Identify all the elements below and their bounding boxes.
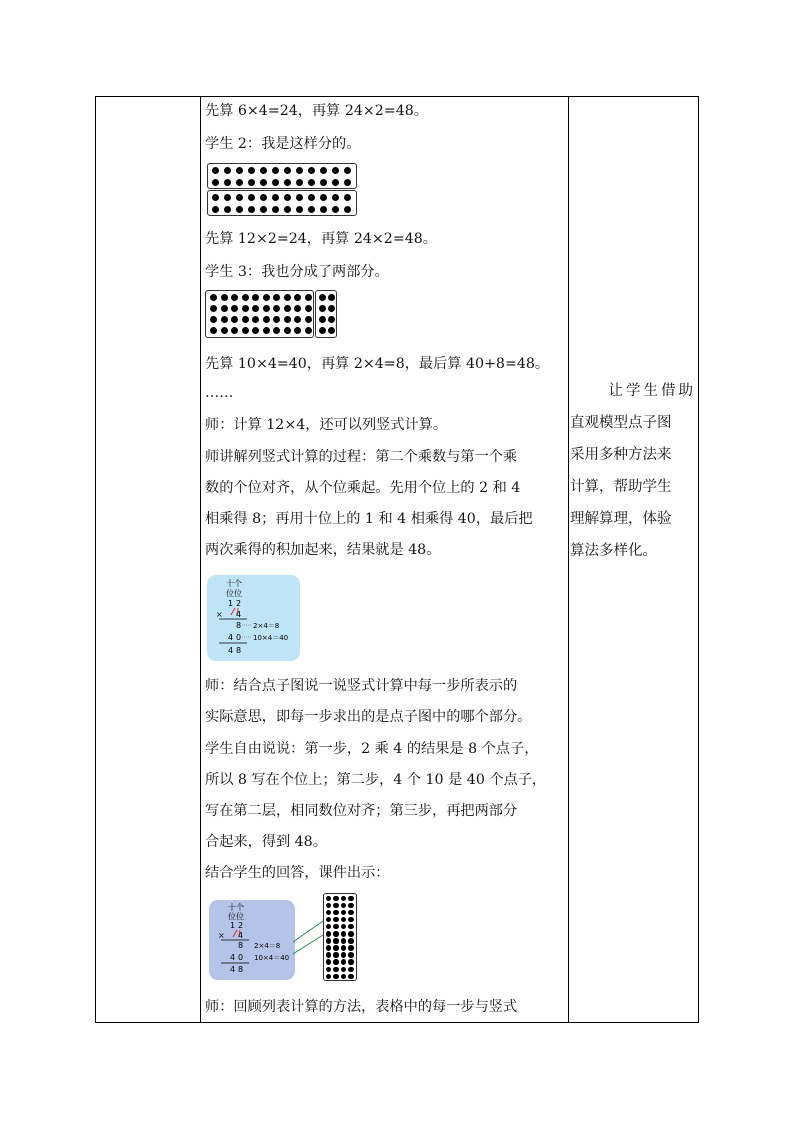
dot [344,194,351,201]
dot [224,179,231,186]
dot [320,179,327,186]
dot [236,179,243,186]
text-line: 写在第二层，相同数位对齐；第三步，再把两部分 [205,803,518,819]
text-line: 学生自由说说：第一步，2 乘 4 的结果是 8 个点子， [205,741,539,757]
dot [260,194,267,201]
dot [284,316,291,323]
step1-note: 2×4＝8 [254,942,281,950]
dot-column-array [323,893,357,981]
digit-tens: 1 [228,599,234,608]
dot [333,910,339,916]
dot [305,327,312,334]
column-divider-1 [200,97,201,1022]
text-line: 数的个位对齐，从个位乘起。先用个位上的 2 和 4 [205,480,521,496]
dot [236,167,243,174]
note-line: 算法多样化。 [570,543,657,559]
dot [326,974,332,980]
partial-product-2-ones: 0 [238,953,244,962]
dot [221,294,228,301]
text-line: 先算 12×2=24，再算 24×2=48。 [205,231,437,247]
place-shi-label: 位 [228,912,236,921]
note-line: 让学生借助 [608,383,696,399]
place-shi: 十 [228,903,236,912]
dot [348,959,354,965]
digit-ones: 2 [236,599,242,608]
dot [273,316,280,323]
dot [326,917,332,923]
dot-group-top [207,163,357,189]
dot [221,327,228,334]
place-shi-label: 位 [226,589,234,598]
step2-note: 10×4＝40 [254,954,290,962]
dot [344,167,351,174]
dot [263,327,270,334]
dot [326,959,332,965]
dot [326,945,332,951]
note-line: 理解算理，体验 [570,511,672,527]
dot [242,327,249,334]
dot-group-ones [315,290,337,338]
dot [341,924,347,930]
dot [210,327,217,334]
dot [328,316,335,323]
dot [272,167,279,174]
dot [284,206,291,213]
place-ge-label: 位 [236,912,244,921]
text-line: 师：计算 12×4，还可以列竖式计算。 [205,417,448,433]
dot [231,305,238,312]
dot [341,952,347,958]
dot [319,305,326,312]
dot [252,316,259,323]
partial-product-2-ones: 0 [236,633,242,642]
dot [341,896,347,902]
dot [210,305,217,312]
dot [210,316,217,323]
dot [348,938,354,944]
place-ge: 个 [236,903,244,912]
dot [260,179,267,186]
dot [252,327,259,334]
text-line: 师：回顾列表计算的方法，表格中的每一步与竖式 [205,999,518,1015]
dot [242,316,249,323]
dot [319,316,326,323]
text-line: …… [205,385,234,401]
dot [333,952,339,958]
dot [341,974,347,980]
step2-note: 10×4＝40 [253,634,289,642]
dot [319,327,326,334]
dot [221,316,228,323]
text-line: 先算 10×4=40，再算 2×4=8，最后算 40+8=48。 [205,356,550,372]
multiplier: 4 [236,610,242,619]
dot [260,167,267,174]
dot [332,179,339,186]
dot [341,931,347,937]
text-line: 学生 2：我是这样分的。 [205,136,361,152]
partial-product-2-tens: 4 [230,953,236,962]
digit-tens: 1 [230,921,236,930]
dot [212,194,219,201]
note-line: 直观模型点子图 [570,415,672,431]
place-ge: 个 [234,579,242,588]
dot [221,305,228,312]
dot [284,327,291,334]
dot [326,910,332,916]
multiplier: 4 [238,931,244,940]
dot [333,903,339,909]
dot [248,167,255,174]
dot [294,294,301,301]
dot [284,194,291,201]
dot [348,924,354,930]
dot [344,206,351,213]
dot [284,294,291,301]
text-line: 学生 3：我也分成了两部分。 [205,264,389,280]
dot [348,896,354,902]
connector-line [293,921,323,942]
dot [326,967,332,973]
column-divider-2 [568,97,569,1022]
partial-product-2-tens: 4 [228,633,234,642]
text-line: 先算 6×4=24，再算 24×2=48。 [205,103,428,119]
dot [272,206,279,213]
dot-group-tens [205,290,314,338]
dot [263,305,270,312]
dot [305,294,312,301]
dot [348,903,354,909]
dot [273,327,280,334]
dot [242,294,249,301]
step1-note: 2×4＝8 [253,622,280,630]
text-line: 师：结合点子图说一说竖式计算中每一步所表示的 [205,678,518,694]
vertical-calculation [207,575,300,661]
dot [252,294,259,301]
dot [332,167,339,174]
dot [326,952,332,958]
result-tens: 4 [230,965,236,974]
dot [236,206,243,213]
dot [341,945,347,951]
dot [284,167,291,174]
place-shi: 十 [226,579,234,588]
text-line: 实际意思，即每一步求出的是点子图中的哪个部分。 [205,709,532,725]
times-sign: × [218,931,225,940]
dot [248,179,255,186]
dot [333,924,339,930]
dot [333,967,339,973]
dot [326,931,332,937]
dot [260,206,267,213]
dot [341,917,347,923]
dot [333,959,339,965]
dot [333,938,339,944]
dot [284,179,291,186]
dot [248,206,255,213]
dot [212,167,219,174]
times-sign: × [216,610,223,619]
result-ones: 8 [236,646,242,655]
dot [308,194,315,201]
text-line: 结合学生的回答，课件出示： [205,865,390,881]
dot-group-bottom [207,190,357,216]
dot [224,194,231,201]
dot [242,305,249,312]
dot [272,179,279,186]
dot [231,294,238,301]
result-tens: 4 [228,646,234,655]
text-line: 两次乘得的积加起来，结果就是 48。 [205,542,441,558]
dot [333,931,339,937]
dot [296,167,303,174]
dot [341,938,347,944]
dot [319,294,326,301]
dot [210,294,217,301]
dot [326,924,332,930]
place-ge-label: 位 [234,589,242,598]
dot [236,194,243,201]
dot [294,327,301,334]
dot [341,910,347,916]
dot [328,327,335,334]
dot [320,167,327,174]
partial-product-1: 8 [236,621,242,630]
text-line: 相乘得 8；再用十位上的 1 和 4 相乘得 40，最后把 [205,511,533,527]
dot [348,974,354,980]
dot [348,967,354,973]
dot [305,305,312,312]
dot [341,959,347,965]
dot [248,194,255,201]
result-ones: 8 [238,965,244,974]
dot [308,179,315,186]
dot [341,903,347,909]
vertical-calculation-2 [209,900,295,980]
text-line: 合起来，得到 48。 [205,834,327,850]
text-line: 师讲解列竖式计算的过程：第二个乘数与第一个乘 [205,449,518,465]
courseware-calculation-card [209,900,295,980]
partial-product-1: 8 [238,941,244,950]
dot [332,206,339,213]
dot [326,938,332,944]
dot [320,194,327,201]
dot [273,294,280,301]
dot [284,305,291,312]
dot [296,179,303,186]
dot [308,167,315,174]
dot [294,305,301,312]
vertical-calculation-card [207,575,300,661]
dot [263,316,270,323]
dot [224,206,231,213]
connector-line [293,935,323,954]
dot [328,305,335,312]
dot [273,305,280,312]
note-line: 采用多种方法来 [570,447,672,463]
dot [272,194,279,201]
dot [332,194,339,201]
dot [348,952,354,958]
dot [333,917,339,923]
lesson-table [95,96,699,1023]
dot [320,206,327,213]
dot [326,896,332,902]
dot [231,316,238,323]
dot [326,903,332,909]
dot [333,945,339,951]
dot [224,167,231,174]
dot [333,974,339,980]
dot [348,917,354,923]
dot [296,206,303,213]
dot [308,206,315,213]
dot [344,179,351,186]
dot [231,327,238,334]
connector-lines [293,917,325,977]
dot [333,896,339,902]
dot [348,910,354,916]
text-line: 所以 8 写在个位上；第二步，4 个 10 是 40 个点子， [205,772,547,788]
dot [212,179,219,186]
dot [252,305,259,312]
note-line: 计算，帮助学生 [570,479,672,495]
dot [348,931,354,937]
dot [341,967,347,973]
dot [305,316,312,323]
dot [212,206,219,213]
dot [294,316,301,323]
dot [296,194,303,201]
digit-ones: 2 [238,921,244,930]
dot [328,294,335,301]
dot [263,294,270,301]
dot [348,945,354,951]
